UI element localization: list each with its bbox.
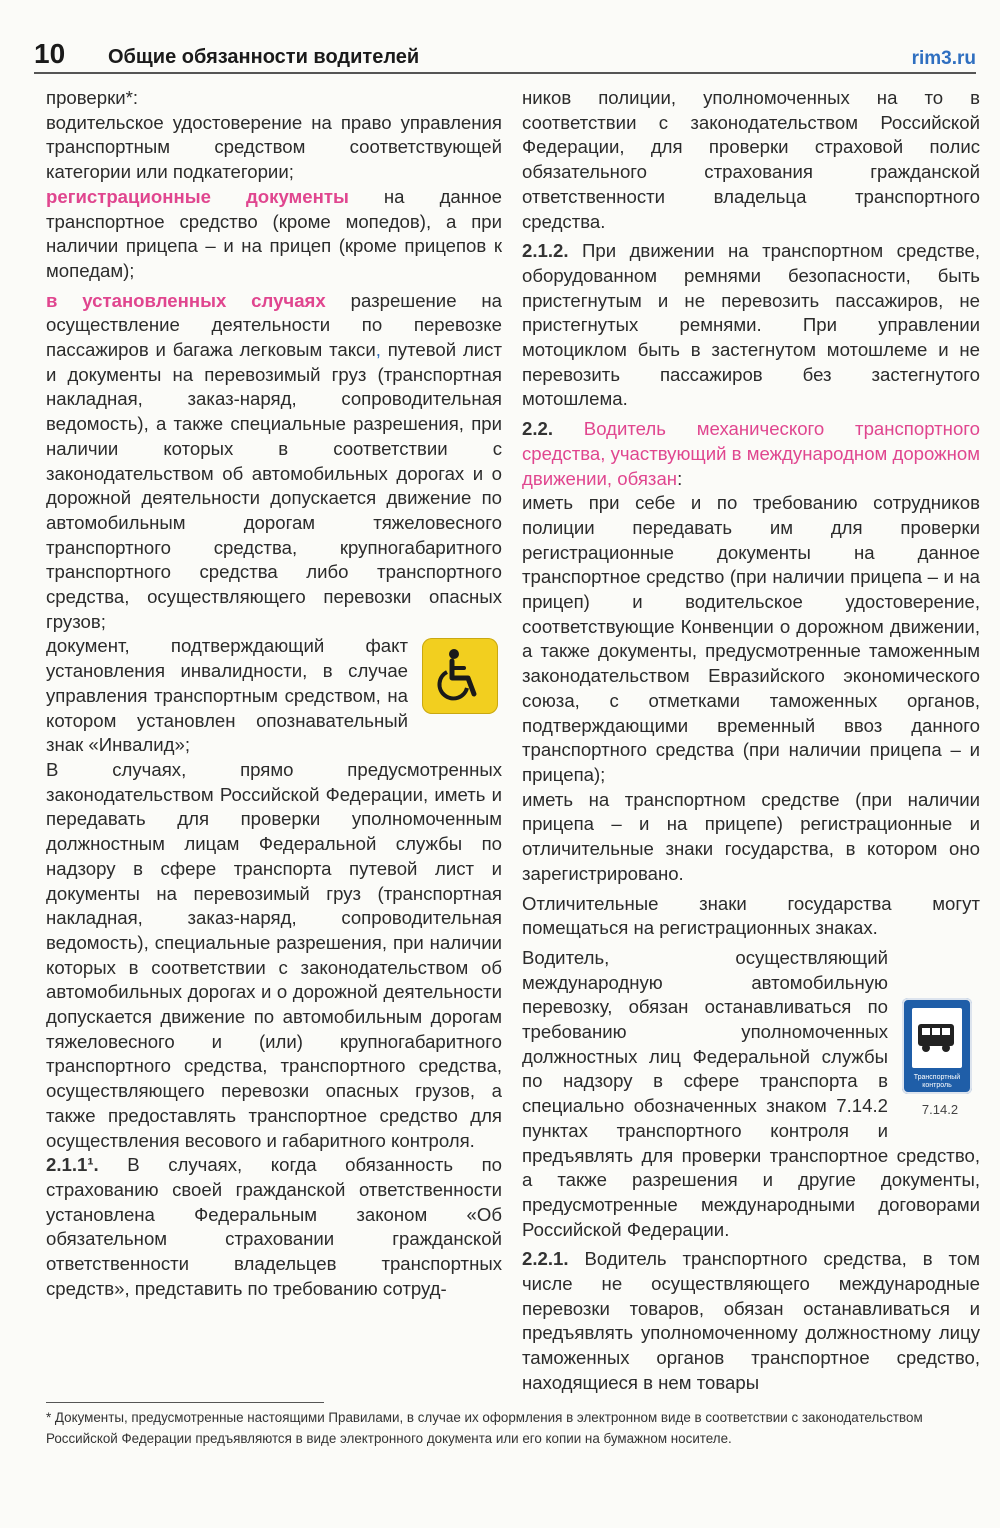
section-title: Общие обязанности водителей: [108, 46, 420, 68]
paragraph: [46, 185, 502, 284]
disabled-sign-block: [46, 634, 502, 758]
clause-number: 2.1.1¹.: [46, 1154, 99, 1176]
page-number: 10: [34, 38, 66, 69]
paragraph: водительское удостоверение на право управления транспортным средством соответствующей категории или подкатегории;: [46, 111, 502, 183]
paragraph: В случаях, прямо предусмотренных законодательством Российской Федерации, иметь и передавать для проверки уполномоченным должностным лицам Федеральной службы по надзору в сфере транспорта путевой лист и документы на перевозимый груз (транспортная накладная, заказ-наряд, сопроводительная ведомость), специальные разрешения, при наличии которых в соответствии с законодательством об автомобильных дорогах и о дорожной деятельности допускается движение по автомобильным дорогам тяжеловесного и (или) крупногабаритного транспортного средства, транспортного средства, осуществляющего перевозки опасных грузов, а также предоставлять транспортное средство для осуществления весового и габаритного контроля.: [46, 758, 502, 1151]
paragraph: иметь при себе и по требованию сотрудников полиции передавать им для проверки регистрационные документы на данное транспортное средство (при наличии прицепа – и на прицеп) и водительское удостоверение, соответствующие Конвенции о дорожном движении, а также документы, предусмотренные таможенным законодательством Евразийского экономического союза, с отметками таможенных органов, подтверждающими временный ввоз данного транспортного средства (при наличии прицепа – и прицепа);: [522, 492, 980, 785]
paragraph-text: При движении на транспортном средстве, оборудованном ремнями безопасности, быть пристегнутым и не перевозить пассажиров, не пристегнутых ремнями. При управлении мотоциклом быть в застегнутом мотошлеме и не перевозить пассажиров без застегнутого мотошлема.: [522, 240, 980, 410]
right-column: [522, 86, 980, 1396]
sign-caption: Транспортный контроль: [913, 1073, 961, 1089]
paragraph: [522, 1247, 980, 1395]
paragraph: [522, 239, 980, 412]
highlight-term: в установленных случаях: [46, 289, 326, 311]
footnote: * Документы, предусмотренные настоящими Правилами, в случае их оформления в электронном виде в соответствии с законодательством Российской Федерации предъявляются в виде электронного документа или его копии на бумажном носителе.: [46, 1410, 923, 1446]
transport-control-sign: [902, 998, 978, 1118]
control-sign-block: [522, 946, 980, 1242]
paragraph: Отличительные знаки государства могут помещаться на регистрационных знаках.: [522, 892, 980, 939]
clause-number: 2.2.1.: [522, 1248, 569, 1270]
paragraph: иметь на транспортном средстве (при наличии прицепа – и на прицепе) регистрационные и отличительные знаки государства, в котором оно зарегистрировано.: [522, 788, 980, 884]
paragraph: проверки*:: [46, 87, 139, 108]
left-column: [46, 86, 502, 1301]
paragraph-text: разрешение на осуществление деятельности по перевозке пассажиров и багажа легковым такси: [46, 289, 502, 361]
paragraph: [522, 946, 980, 1242]
sign-number: 7.14.2: [921, 1101, 959, 1117]
wheelchair-icon: [436, 648, 484, 704]
paragraph-text: Водитель транспортного средства, в том числе не осуществляющего международные перевозки товаров, обязан останавливаться и предъявлять уполномоченному должностному лицу таможенных органов транспортное средство, находящиеся в нем товары: [522, 1248, 980, 1393]
bus-icon: [914, 1018, 960, 1058]
site-link[interactable]: rim3.ru: [911, 48, 976, 69]
header-divider: [34, 72, 976, 74]
disabled-sign: [422, 638, 498, 714]
clause-number: 2.2.: [522, 418, 554, 440]
paragraph: документ, подтверждающий факт установления инвалидности, в случае управления транспортным средством, на котором установлен опознавательный знак «Инвалид»;: [46, 635, 408, 756]
paragraph-text: на данное транспортное средство (кроме мопедов), а при наличии прицепа – и на прицеп (кроме прицепов к мопедам);: [46, 185, 502, 281]
comma-mark: ,: [375, 339, 381, 361]
paragraph-text: путевой лист и документы на перевозимый груз (транспортная накладная, заказ-наряд, сопроводительная ведомость), а также специальные разрешения, при наличии которых в соответствии с законодательством об автомобильных дорогах и о дорожной деятельности допускается движение по автомобильным дорогам тяжеловесного транспортного средства, крупногабаритного транспортного средства либо транспортного средства, осуществляющего перевозки опасных грузов;: [46, 339, 502, 632]
paragraph: [46, 1153, 502, 1301]
sign-plate: [902, 998, 972, 1094]
clause-number: 2.1.2.: [522, 240, 569, 262]
paragraph-text: Водитель, осуществляющий международную автомобильную перевозку, обязан останавливаться по требованию уполномоченных должностных лиц Федеральной службы по надзору в сфере транспорта в специально обозначенных знаком 7.14.2 пунктах транспортного контроля и предъявлять для проверки транспортное средство, а также разрешения и другие документы, предусмотренные международными договорами Российской Федерации.: [522, 946, 980, 1240]
paragraph: [522, 417, 980, 491]
highlight-term: регистрационные документы: [46, 185, 349, 207]
paragraph: ников полиции, уполномоченных на то в соответствии с законодательством Российской Федерации, для проверки страховой полис обязательного страхования гражданской ответственности владельца транспортного средства.: [522, 87, 980, 232]
paragraph-text: В случаях, когда обязанность по страхованию своей гражданской ответственности установлена Федеральным законом «Об обязательном страховании гражданской ответственности владельцев транспортных средств», представить по требованию сотруд-: [46, 1154, 502, 1299]
highlight-term: Водитель механического транспортного средства, участвующий в международном дорожном движении, обязан: [522, 418, 980, 489]
sign-inner-panel: [912, 1008, 962, 1068]
footnote-divider: [46, 1402, 324, 1403]
colon-mark: :: [677, 467, 683, 489]
paragraph: [46, 289, 502, 635]
